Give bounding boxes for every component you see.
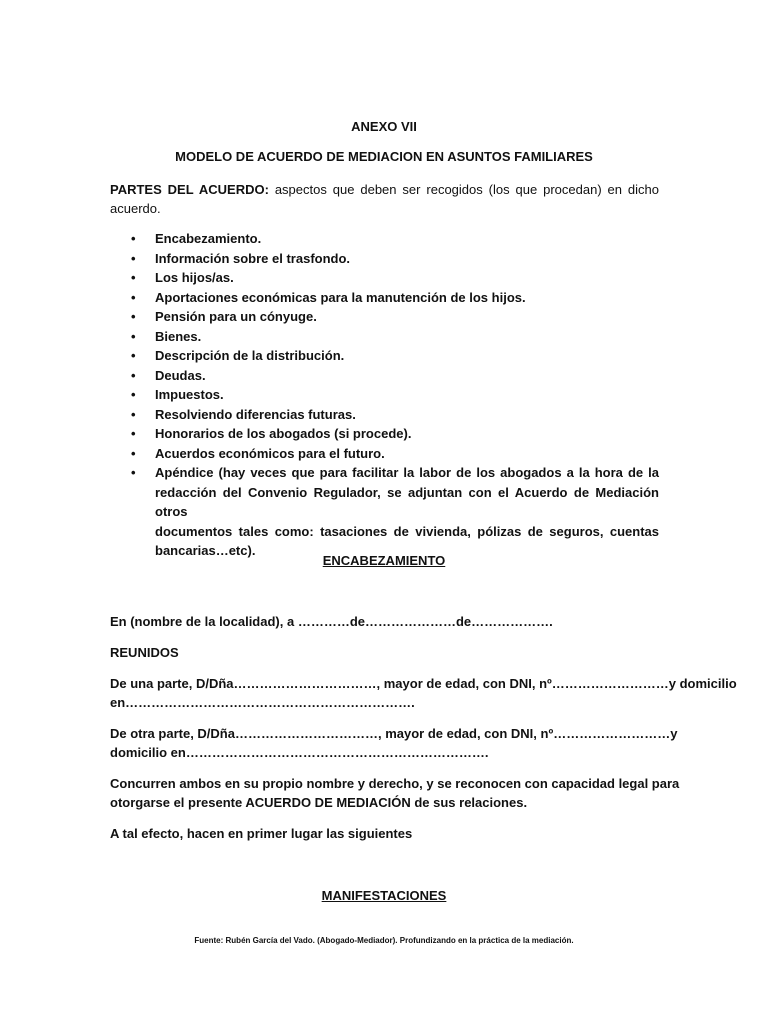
- bullet-icon: •: [131, 270, 136, 285]
- agreement-items-list: [131, 229, 659, 561]
- appendix-line-4: bancarias…etc).: [155, 543, 256, 558]
- list-item: • Información sobre el trasfondo.: [131, 249, 659, 269]
- annex-heading: ANEXO VII: [351, 119, 417, 134]
- list-item: • Pensión para un cónyuge.: [131, 307, 659, 327]
- concurren-line-1: Concurren ambos en su propio nombre y derecho, y se reconocen con capacidad legal para: [110, 776, 680, 791]
- place-date-line: En (nombre de la localidad), a …………de…………………de……………….: [110, 614, 553, 629]
- bullet-icon: •: [131, 406, 136, 422]
- appendix-line-3: documentos tales como: tasaciones de vivienda, pólizas de seguros, cuentas: [155, 523, 659, 539]
- list-item: • Bienes.: [131, 327, 659, 347]
- list-item: • Los hijos/as.: [131, 268, 659, 288]
- encabezamiento-heading: ENCABEZAMIENTO: [322, 553, 446, 568]
- bullet-icon: •: [131, 426, 136, 441]
- bullet-icon: •: [131, 250, 136, 266]
- bullet-icon: •: [131, 465, 136, 480]
- party-one-line-2: en………………………………………………………….: [110, 695, 415, 710]
- list-item: • Descripción de la distribución.: [131, 346, 659, 366]
- parties-text-1: aspectos que deben ser recogidos (los que procedan) en dicho: [268, 182, 659, 197]
- bullet-icon: •: [131, 289, 136, 305]
- list-item: • Encabezamiento.: [131, 229, 659, 249]
- document-title: MODELO DE ACUERDO DE MEDIACION EN ASUNTOS FAMILIARES: [175, 149, 593, 164]
- list-item-appendix: [131, 463, 659, 561]
- bullet-icon: •: [131, 231, 136, 246]
- efecto-line: A tal efecto, hacen en primer lugar las siguientes: [110, 826, 413, 841]
- bullet-icon: •: [131, 367, 136, 383]
- source-footer: Fuente: Rubén García del Vado. (Abogado-Mediador). Profundizando en la práctica de la mediación.: [194, 936, 574, 945]
- list-item: • Resolviendo diferencias futuras.: [131, 405, 659, 425]
- list-item: • Aportaciones económicas para la manutención de los hijos.: [131, 288, 659, 308]
- bullet-icon: •: [131, 348, 136, 363]
- party-two-line-2: domicilio en…………………………………………………………….: [110, 745, 489, 760]
- parties-line-2: acuerdo.: [110, 201, 161, 216]
- bullet-icon: •: [131, 328, 136, 344]
- bullet-icon: •: [131, 445, 136, 461]
- appendix-line-1: Apéndice (hay veces que para facilitar la labor de los abogados a la hora de la: [155, 465, 659, 480]
- parties-line-1: [110, 180, 659, 200]
- party-one-line-1: De una parte, D/Dña……………………………, mayor de edad, con DNI, nº………………………y domicilio: [110, 676, 737, 691]
- bullet-icon: •: [131, 309, 136, 324]
- manifestaciones-heading: MANIFESTACIONES: [321, 888, 447, 903]
- bullet-icon: •: [131, 387, 136, 402]
- list-item: • Honorarios de los abogados (si procede).: [131, 424, 659, 444]
- reunidos-heading: REUNIDOS: [110, 645, 179, 660]
- concurren-line-2: otorgarse el presente ACUERDO DE MEDIACIÓN de sus relaciones.: [110, 795, 528, 810]
- parties-label: PARTES DEL ACUERDO:: [110, 182, 269, 197]
- list-item: • Impuestos.: [131, 385, 659, 405]
- list-item: • Deudas.: [131, 366, 659, 386]
- list-item: • Acuerdos económicos para el futuro.: [131, 444, 659, 464]
- party-two-line-1: De otra parte, D/Dña……………………………, mayor de edad, con DNI, nº………………………y: [110, 726, 678, 741]
- appendix-line-2: redacción del Convenio Regulador, se adjuntan con el Acuerdo de Mediación otros: [155, 484, 659, 519]
